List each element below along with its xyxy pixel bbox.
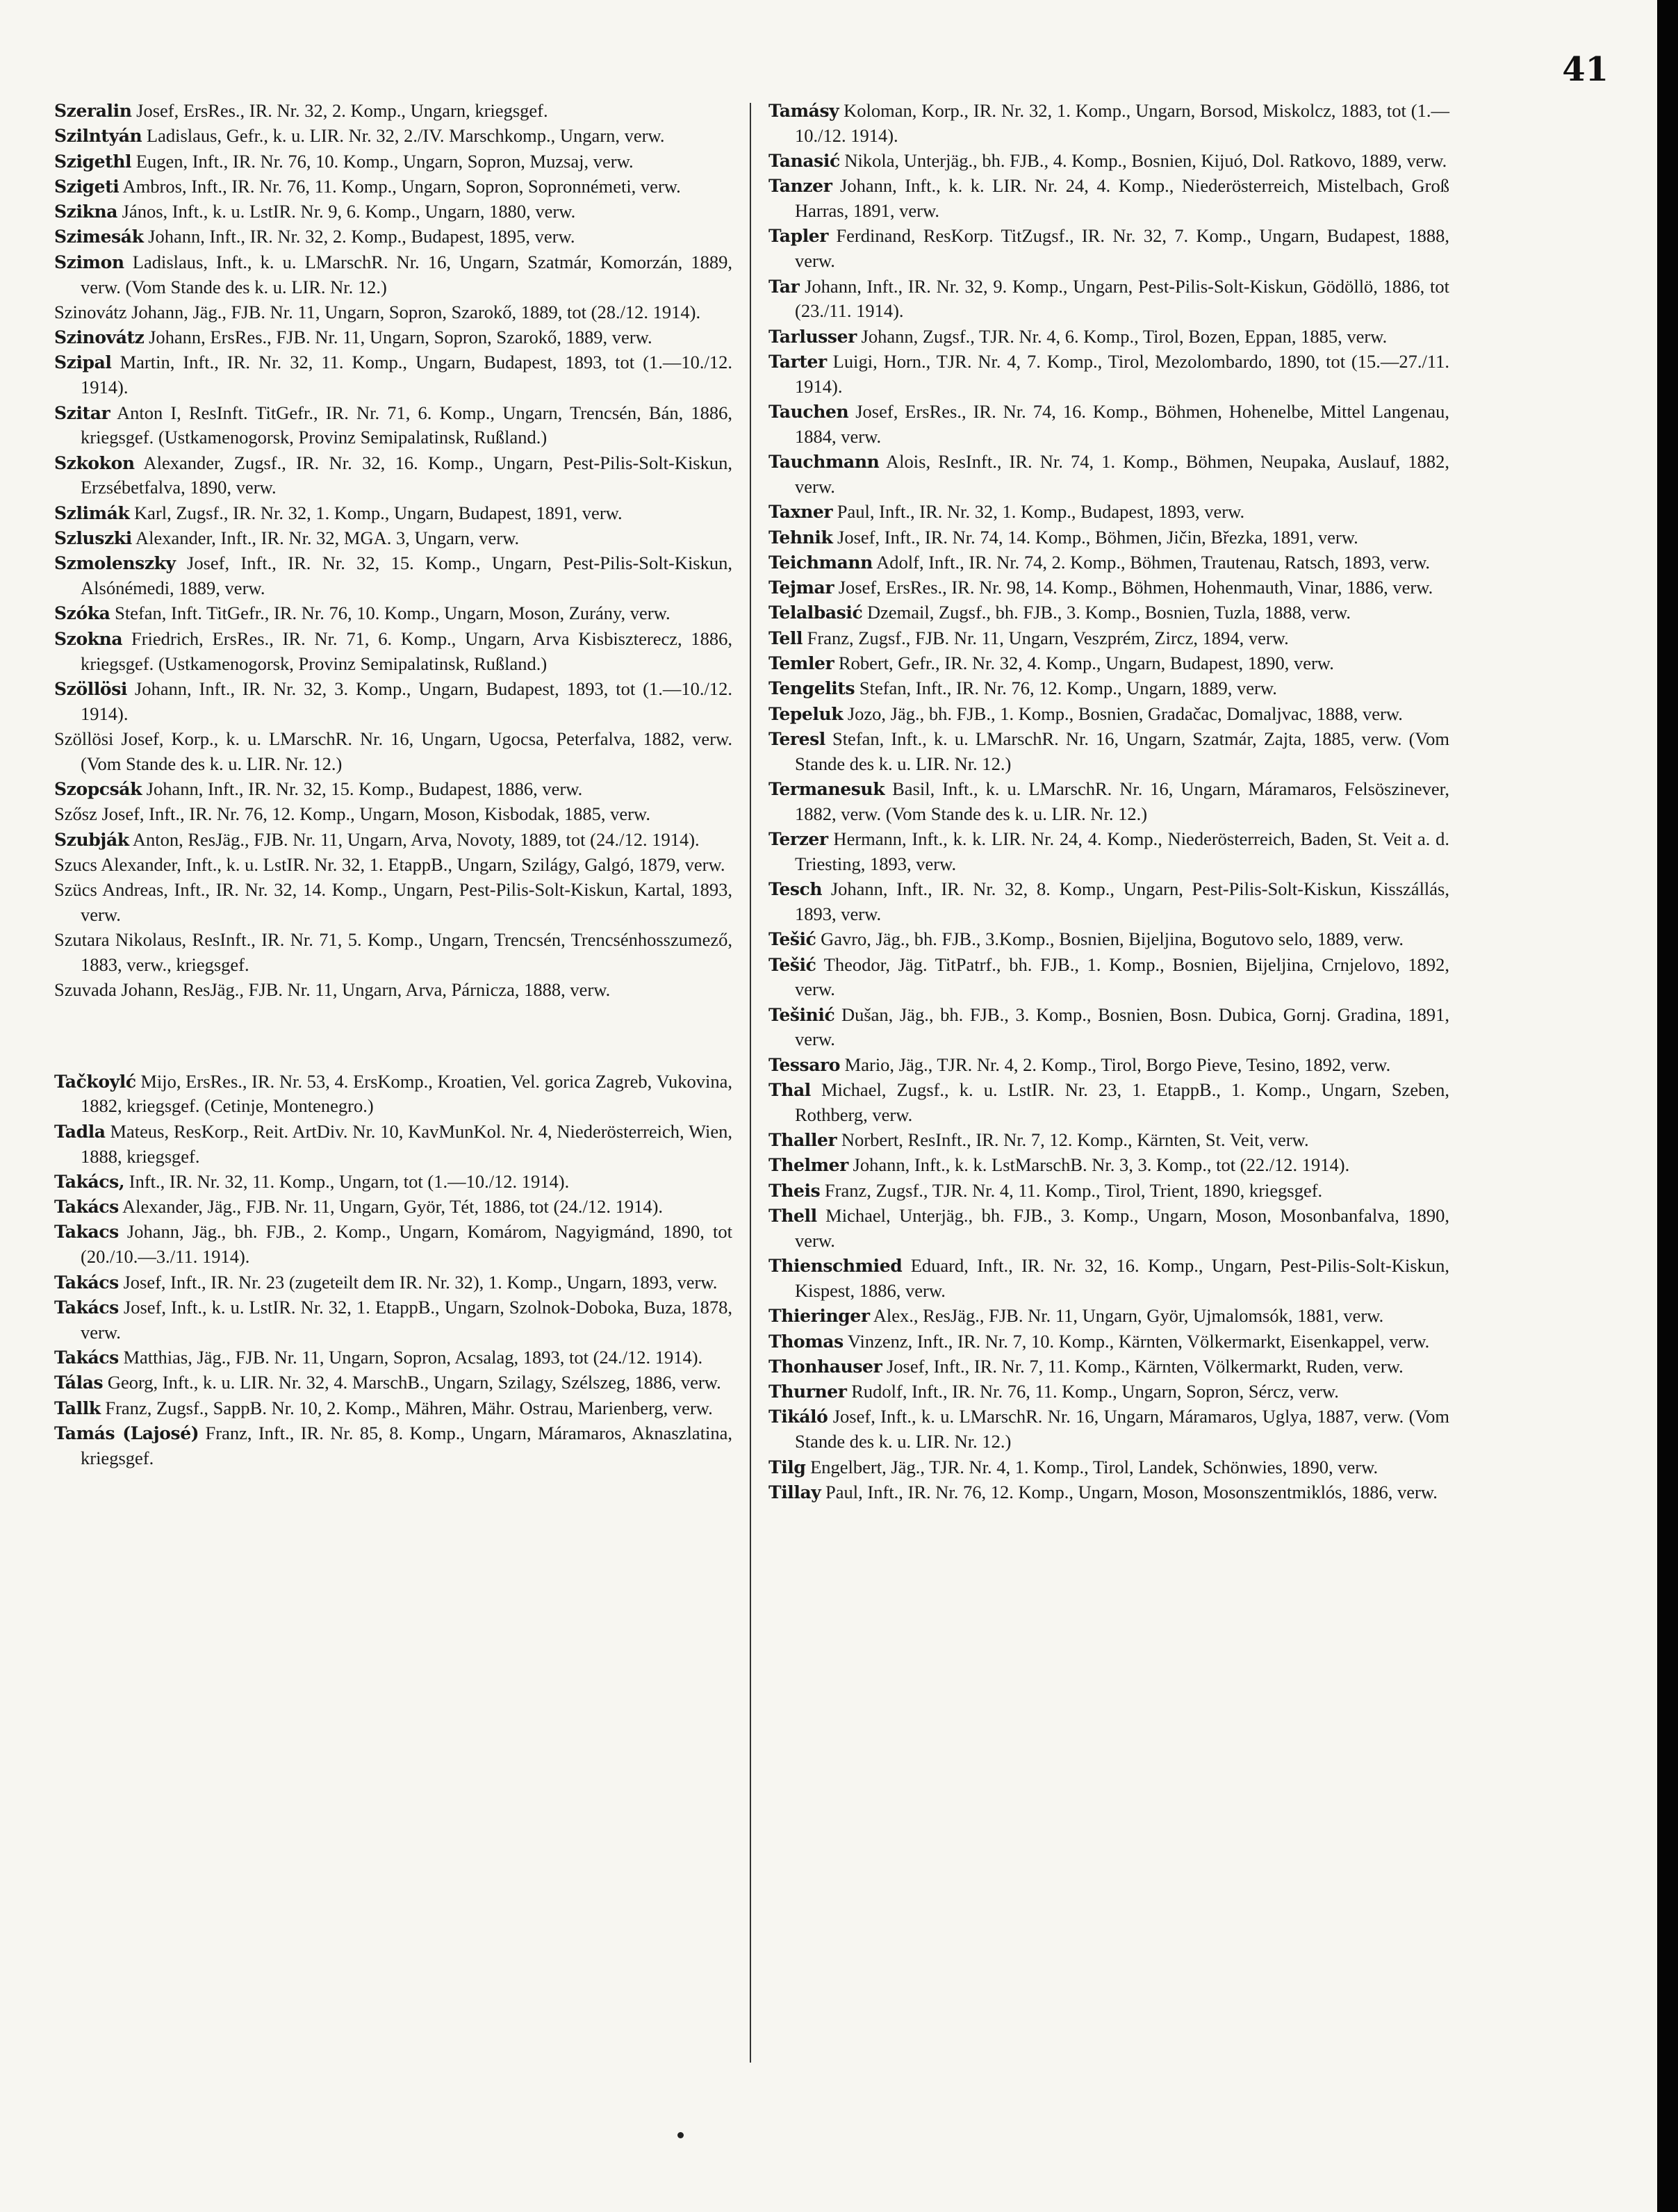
entry-text: Josef, ErsRes., IR. Nr. 74, 16. Komp., Böhmen, Hohenelbe, Mittel Langenau, 1884, verw. [795,401,1449,447]
list-entry [54,174,732,199]
entry-surname: Tešić [768,954,816,975]
entry-surname: Thaller [768,1130,837,1151]
right-column [768,99,1449,1505]
list-entry [768,1179,1449,1204]
list-entry [768,275,1449,325]
list-entry [768,1078,1449,1128]
entry-text: Stefan, Inft., k. u. LMarschR. Nr. 16, Ungarn, Szatmár, Zajta, 1885, verw. (Vom Stande des k. u. LIR. Nr. 12.) [795,728,1449,774]
list-entry [54,250,732,300]
page-edge [1657,0,1678,2212]
entry-text: Dušan, Jäg., bh. FJB., 3. Komp., Bosnien, Bosn. Dubica, Gornj. Gradina, 1891, verw. [795,1003,1449,1050]
entry-text: Josef, ErsRes., IR. Nr. 32, 2. Komp., Ungarn, kriegsgef. [131,100,548,121]
entry-surname: Tar [768,276,800,297]
entry-surname: Temler [768,653,834,674]
list-entry [768,1304,1449,1329]
entry-text: Inft., IR. Nr. 32, 11. Komp., Ungarn, tot (1.—10./12. 1914). [124,1170,570,1192]
list-entry [768,1404,1449,1455]
entry-surname: Szipal [54,352,112,373]
entry-text: Franz, Zugsf., FJB. Nr. 11, Ungarn, Veszprém, Zircz, 1894, verw. [803,627,1289,648]
entry-surname: Tálas [54,1373,104,1393]
entry-text: Szücs Andreas, Inft., IR. Nr. 32, 14. Komp., Ungarn, Pest-Pilis-Solt-Kiskun, Kartal, 1893, verw. [54,879,732,925]
left-column [54,99,732,1471]
entry-surname: Szikna [54,202,118,222]
entry-surname: Szigeti [54,176,120,197]
entry-surname: Tejmar [768,577,834,598]
entry-surname: Tamásy [768,101,839,121]
entry-surname: Takács [54,1197,119,1218]
list-entry [768,626,1449,651]
entry-text: Szutara Nikolaus, ResInft., IR. Nr. 71, 5. Komp., Ungarn, Trencsén, Trencsénhosszumező, 1883, verw., kriegsgef. [54,929,732,976]
entry-surname: Tačkoylć [54,1071,136,1092]
entry-text: Josef, Inft., IR. Nr. 7, 11. Komp., Kärnten, Völkermarkt, Ruden, verw. [882,1355,1404,1377]
list-entry [54,300,732,325]
entry-text: Friedrich, ErsRes., IR. Nr. 71, 6. Komp., Ungarn, Arva Kisbiszterecz, 1886, kriegsgef. (Ustkamenogorsk, Provinz Semipalatinsk, Rußland.) [81,628,732,674]
entry-text: Michael, Unterjäg., bh. FJB., 3. Komp., Ungarn, Moson, Mosonbanfalva, 1890, verw. [795,1205,1449,1251]
entry-surname: Tarlusser [768,326,857,347]
entry-surname: Theis [768,1180,821,1201]
entry-text: Josef, Inft., IR. Nr. 74, 14. Komp., Böhmen, Jičin, Březka, 1891, verw. [832,526,1358,548]
entry-surname: Tengelits [768,678,855,699]
entry-text: Karl, Zugsf., IR. Nr. 32, 1. Komp., Ungarn, Budapest, 1891, verw. [129,502,623,523]
list-entry [54,1345,732,1370]
list-entry [768,400,1449,450]
entry-surname: Tadla [54,1121,106,1142]
entry-surname: Tesch [768,879,823,900]
entry-surname: Terzer [768,829,828,850]
entry-surname: Szigethl [54,151,132,172]
entry-text: Alexander, Inft., IR. Nr. 32, MGA. 3, Ungarn, verw. [131,527,520,549]
entry-text: Franz, Zugsf., TJR. Nr. 4, 11. Komp., Tirol, Trient, 1890, kriegsgef. [820,1179,1323,1201]
list-entry [54,777,732,802]
list-entry [768,777,1449,827]
list-entry [54,928,732,978]
entry-surname: Tallk [54,1398,101,1418]
entry-text: Johann, Inft., IR. Nr. 32, 8. Komp., Ungarn, Pest-Pilis-Solt-Kiskun, Kisszállás, 1893, verw. [795,878,1449,924]
list-entry [54,677,732,727]
entry-text: Mateus, ResKorp., Reit. ArtDiv. Nr. 10, KavMunKol. Nr. 4, Niederösterreich, Wien, 1888, kriegsgef. [81,1120,732,1167]
entry-text: Jozo, Jäg., bh. FJB., 1. Komp., Bosnien, Gradačac, Domaljvac, 1888, verw. [843,703,1403,724]
entry-text: Johann, Inft., IR. Nr. 32, 9. Komp., Ungarn, Pest-Pilis-Solt-Kiskun, Gödöllö, 1886, tot (23./11. 1914). [795,275,1449,322]
entry-surname: Thieringer [768,1306,870,1327]
list-entry [54,451,732,501]
list-entry [768,1128,1449,1153]
entry-text: Alex., ResJäg., FJB. Nr. 11, Ungarn, Györ, Ujmalomsók, 1881, verw. [869,1305,1384,1327]
list-entry [54,828,732,853]
list-entry [768,953,1449,1003]
entry-surname: Thonhauser [768,1356,882,1377]
list-entry [768,651,1449,676]
entry-surname: Szimesák [54,227,144,247]
list-entry [54,802,732,827]
entry-surname: Thelmer [768,1155,848,1176]
list-entry [54,978,732,1003]
entry-text: Dzemail, Zugsf., bh. FJB., 3. Komp., Bosnien, Tuzla, 1888, verw. [862,602,1351,623]
entry-surname: Thal [768,1080,811,1101]
entry-text: Koloman, Korp., IR. Nr. 32, 1. Komp., Ungarn, Borsod, Miskolcz, 1883, tot (1.—10./12. 1914). [795,100,1449,146]
entry-text: Stefan, Inft. TitGefr., IR. Nr. 76, 10. Komp., Ungarn, Moson, Zurány, verw. [110,603,671,624]
entry-surname: Teresl [768,728,825,749]
entry-surname: Tanasić [768,151,840,172]
list-entry [768,1003,1449,1053]
entry-surname: Termanesuk [768,779,885,800]
entry-text: Johann, Inft., k. k. LIR. Nr. 24, 4. Komp., Niederösterreich, Mistelbach, Groß Harras, 1891, verw. [795,175,1449,222]
list-entry [54,1195,732,1220]
entry-text: Josef, Inft., k. u. LstIR. Nr. 32, 1. EtappB., Ungarn, Szolnok-Doboka, Buza, 1878, verw. [81,1296,732,1343]
entry-surname: Thomas [768,1331,844,1352]
entry-text: Ladislaus, Gefr., k. u. LIR. Nr. 32, 2./IV. Marschkomp., Ungarn, verw. [142,125,665,147]
list-entry [768,500,1449,525]
entry-text: Ambros, Inft., IR. Nr. 76, 11. Komp., Ungarn, Sopron, Sopronnémeti, verw. [119,175,681,197]
entry-text: Eugen, Inft., IR. Nr. 76, 10. Komp., Ungarn, Sopron, Muzsaj, verw. [131,150,634,172]
section-gap [54,1003,732,1070]
list-entry [768,702,1449,727]
entry-text: Szősz Josef, Inft., IR. Nr. 76, 12. Komp., Ungarn, Moson, Kisbodak, 1885, verw. [54,803,650,825]
list-entry [54,526,732,551]
list-entry [768,1480,1449,1505]
entry-text: Basil, Inft., k. u. LMarschR. Nr. 16, Ungarn, Máramaros, Felsöszinever, 1882, verw. (Vom Stande des k. u. LIR. Nr. 12.) [795,778,1449,824]
entry-surname: Szitar [54,402,110,423]
entry-surname: Tarter [768,351,827,372]
column-divider [750,103,751,2063]
list-entry [768,1053,1449,1078]
list-entry [54,1295,732,1345]
entry-surname: Takács [54,1347,119,1368]
entry-text: Gavro, Jäg., bh. FJB., 3.Komp., Bosnien, Bijeljina, Bogutovo selo, 1889, verw. [816,928,1404,950]
entry-surname: Szóka [54,603,110,624]
list-entry [54,1270,732,1295]
list-entry [768,149,1449,174]
entry-text: Johann, Inft., IR. Nr. 32, 2. Komp., Budapest, 1895, verw. [143,226,575,247]
entry-text: Rudolf, Inft., IR. Nr. 76, 11. Komp., Ungarn, Sopron, Sércz, verw. [846,1381,1339,1402]
list-entry [768,676,1449,701]
list-entry [768,1455,1449,1480]
entry-surname: Tamás (Lajosé) [54,1423,199,1443]
list-entry [54,1220,732,1270]
entry-surname: Tikáló [768,1407,828,1427]
entry-text: Josef, ErsRes., IR. Nr. 98, 14. Komp., Böhmen, Hohenmauth, Vinar, 1886, verw. [834,577,1433,598]
list-entry [768,1153,1449,1178]
entry-text: Ferdinand, ResKorp. TitZugsf., IR. Nr. 32, 7. Komp., Ungarn, Budapest, 1888, verw. [795,225,1449,272]
list-entry [54,1070,732,1120]
entry-surname: Szokna [54,628,123,649]
entry-text: Stefan, Inft., IR. Nr. 76, 12. Komp., Ungarn, 1889, verw. [855,678,1277,699]
list-entry [54,727,732,777]
entry-text: Alois, ResInft., IR. Nr. 74, 1. Komp., Böhmen, Neupaka, Auslauf, 1882, verw. [795,451,1449,497]
entry-surname: Szeralin [54,101,132,121]
entry-text: Johann, ErsRes., FJB. Nr. 11, Ungarn, Sopron, Szarokő, 1889, verw. [144,327,652,348]
ink-dot [677,2132,684,2138]
entry-surname: Szlimák [54,502,130,523]
list-entry [54,199,732,224]
entry-surname: Taxner [768,502,833,523]
entry-surname: Tapler [768,226,829,247]
entry-text: Mario, Jäg., TJR. Nr. 4, 2. Komp., Tirol, Borgo Pieve, Tesino, 1892, verw. [840,1054,1391,1075]
left-column-list-b [54,1070,732,1471]
entry-text: Josef, Inft., IR. Nr. 32, 15. Komp., Ungarn, Pest-Pilis-Solt-Kiskun, Alsónémedi, 1889, verw. [81,552,732,599]
list-entry [768,224,1449,274]
entry-surname: Tessaro [768,1054,841,1075]
entry-surname: Szinovátz [54,327,145,348]
entry-text: Szinovátz Johann, Jäg., FJB. Nr. 11, Ungarn, Sopron, Szarokő, 1889, tot (28./12. 1914). [54,301,701,322]
entry-text: Paul, Inft., IR. Nr. 76, 12. Komp., Ungarn, Moson, Mosonszentmiklós, 1886, verw. [821,1481,1438,1502]
entry-surname: Takács [54,1297,119,1318]
entry-surname: Tauchen [768,402,849,423]
entry-text: Josef, Inft., IR. Nr. 23 (zugeteilt dem IR. Nr. 32), 1. Komp., Ungarn, 1893, verw. [118,1271,718,1293]
entry-surname: Szmolenszky [54,553,176,574]
entry-text: Johann, Inft., k. k. LstMarschB. Nr. 3, 3. Komp., tot (22./12. 1914). [848,1154,1350,1176]
entry-text: Alexander, Jäg., FJB. Nr. 11, Ungarn, Györ, Tét, 1886, tot (24./12. 1914). [118,1196,664,1218]
entry-text: Theodor, Jäg. TitPatrf., bh. FJB., 1. Komp., Bosnien, Bijeljina, Crnjelovo, 1892, verw. [795,953,1449,1000]
entry-surname: Thell [768,1206,817,1227]
list-entry [768,575,1449,600]
entry-text: Robert, Gefr., IR. Nr. 32, 4. Komp., Ungarn, Budapest, 1890, verw. [834,653,1334,674]
entry-text: Vinzenz, Inft., IR. Nr. 7, 10. Komp., Kärnten, Völkermarkt, Eisenkappel, verw. [843,1330,1430,1352]
list-entry [54,601,732,626]
entry-surname: Szilntyán [54,126,142,147]
entry-text: Ladislaus, Inft., k. u. LMarschR. Nr. 16, Ungarn, Szatmár, Komorzán, 1889, verw. (Vom Stande des k. u. LIR. Nr. 12.) [81,251,732,297]
entry-text: Johann, Jäg., bh. FJB., 2. Komp., Ungarn, Komárom, Nagyigmánd, 1890, tot (20./10.—3./11. 1914). [81,1221,732,1268]
entry-surname: Takacs [54,1222,119,1243]
list-entry [768,1329,1449,1354]
entry-surname: Szimon [54,252,124,272]
entry-surname: Szkokon [54,452,135,473]
entry-text: Martin, Inft., IR. Nr. 32, 11. Komp., Ungarn, Budapest, 1893, tot (1.—10./12. 1914). [81,352,732,398]
entry-text: Alexander, Zugsf., IR. Nr. 32, 16. Komp., Ungarn, Pest-Pilis-Solt-Kiskun, Erzsébetfalva, 1890, verw. [81,452,732,498]
entry-surname: Tauchmann [768,452,880,473]
entry-text: Luigi, Horn., TJR. Nr. 4, 7. Komp., Tirol, Mezolombardo, 1890, tot (15.—27./11. 1914). [795,350,1449,397]
list-entry [54,1421,732,1471]
list-entry [54,627,732,677]
right-column-list [768,99,1449,1505]
entry-surname: Thienschmied [768,1256,903,1277]
list-entry [54,878,732,928]
entry-surname: Tehnik [768,527,833,548]
entry-surname: Tešinić [768,1004,835,1025]
entry-surname: Teichmann [768,552,873,573]
entry-surname: Tilg [768,1457,806,1477]
entry-text: Franz, Inft., IR. Nr. 85, 8. Komp., Ungarn, Máramaros, Aknaszlatina, kriegsgef. [81,1422,732,1468]
list-entry [768,99,1449,149]
entry-text: Matthias, Jäg., FJB. Nr. 11, Ungarn, Sopron, Acsalag, 1893, tot (24./12. 1914). [118,1346,703,1368]
list-entry [768,1354,1449,1379]
entry-text: Johann, Inft., IR. Nr. 32, 15. Komp., Budapest, 1886, verw. [142,778,583,800]
entry-surname: Tell [768,628,803,648]
entry-surname: Takács, [54,1171,125,1192]
entry-surname: Telalbasić [768,603,863,623]
list-entry [768,1379,1449,1404]
entry-text: Georg, Inft., k. u. LIR. Nr. 32, 4. MarschB., Ungarn, Szilagy, Szélszeg, 1886, verw. [103,1372,721,1393]
list-entry [54,501,732,526]
list-entry [54,1170,732,1195]
list-entry [768,927,1449,952]
list-entry [768,525,1449,550]
entry-text: Norbert, ResInft., IR. Nr. 7, 12. Komp., Kärnten, St. Veit, verw. [837,1129,1309,1151]
list-entry [768,727,1449,777]
entry-text: Eduard, Inft., IR. Nr. 32, 16. Komp., Ungarn, Pest-Pilis-Solt-Kiskun, Kispest, 1886, verw. [795,1255,1449,1301]
entry-text: Michael, Zugsf., k. u. LstIR. Nr. 23, 1. EtappB., 1. Komp., Ungarn, Szeben, Rothberg, verw. [795,1079,1449,1125]
list-entry [768,600,1449,625]
list-entry [54,401,732,451]
list-entry [768,827,1449,877]
entry-surname: Szubják [54,829,129,850]
list-entry [54,853,732,878]
list-entry [54,224,732,249]
entry-text: János, Inft., k. u. LstIR. Nr. 9, 6. Komp., Ungarn, 1880, verw. [117,201,576,222]
list-entry [768,550,1449,575]
left-column-list-a [54,99,732,1003]
entry-surname: Szöllösi [54,678,127,699]
page-number: 41 [1562,50,1609,89]
entry-text: Szöllösi Josef, Korp., k. u. LMarschR. Nr. 16, Ungarn, Ugocsa, Peterfalva, 1882, verw. (Vom Stande des k. u. LIR. Nr. 12.) [54,728,732,774]
list-entry [54,99,732,124]
list-entry [54,149,732,174]
entry-text: Johann, Zugsf., TJR. Nr. 4, 6. Komp., Tirol, Bozen, Eppan, 1885, verw. [856,325,1388,347]
list-entry [54,325,732,350]
entry-surname: Takács [54,1272,119,1293]
entry-surname: Tillay [768,1482,821,1502]
list-entry [768,450,1449,500]
entry-text: Szuvada Johann, ResJäg., FJB. Nr. 11, Ungarn, Arva, Párnicza, 1888, verw. [54,979,611,1001]
entry-text: Adolf, Inft., IR. Nr. 74, 2. Komp., Böhmen, Trautenau, Ratsch, 1893, verw. [872,551,1431,573]
list-entry [768,1204,1449,1254]
list-entry [768,1254,1449,1304]
list-entry [768,350,1449,400]
entry-text: Nikola, Unterjäg., bh. FJB., 4. Komp., Bosnien, Kijuó, Dol. Ratkovo, 1889, verw. [839,150,1447,172]
list-entry [768,877,1449,927]
entry-surname: Tepeluk [768,703,844,724]
entry-text: Szucs Alexander, Inft., k. u. LstIR. Nr. 32, 1. EtappB., Ungarn, Szilágy, Galgó, 1879, verw. [54,853,725,875]
list-entry [768,325,1449,350]
list-entry [54,551,732,601]
entry-text: Franz, Zugsf., SappB. Nr. 10, 2. Komp., Mähren, Mähr. Ostrau, Marienberg, verw. [100,1397,713,1418]
list-entry [54,350,732,400]
list-entry [54,1120,732,1170]
entry-text: Engelbert, Jäg., TJR. Nr. 4, 1. Komp., Tirol, Landek, Schönwies, 1890, verw. [805,1456,1379,1477]
entry-text: Anton I, ResInft. TitGefr., IR. Nr. 71, 6. Komp., Ungarn, Trencsén, Bán, 1886, kriegsgef. (Ustkamenogorsk, Provinz Semipalatinsk, Rußland.) [81,402,732,448]
entry-text: Paul, Inft., IR. Nr. 32, 1. Komp., Budapest, 1893, verw. [832,501,1245,523]
entry-text: Johann, Inft., IR. Nr. 32, 3. Komp., Ungarn, Budapest, 1893, tot (1.—10./12. 1914). [81,678,732,724]
list-entry [768,174,1449,224]
list-entry [54,1396,732,1421]
list-entry [54,1370,732,1395]
entry-text: Anton, ResJäg., FJB. Nr. 11, Ungarn, Arva, Novoty, 1889, tot (24./12. 1914). [129,828,700,850]
entry-text: Mijo, ErsRes., IR. Nr. 53, 4. ErsKomp., Kroatien, Vel. gorica Zagreb, Vukovina, 1882, kriegsgef. (Cetinje, Montenegro.) [81,1070,732,1117]
entry-surname: Szopcsák [54,779,142,800]
entry-surname: Tešić [768,929,816,950]
entry-surname: Szluszki [54,528,132,549]
entry-surname: Thurner [768,1382,847,1402]
entry-text: Josef, Inft., k. u. LMarschR. Nr. 16, Ungarn, Máramaros, Uglya, 1887, verw. (Vom Stande des k. u. LIR. Nr. 12.) [795,1406,1449,1452]
entry-surname: Tanzer [768,176,832,197]
entry-text: Hermann, Inft., k. k. LIR. Nr. 24, 4. Komp., Niederösterreich, Baden, St. Veit a. d. Triesting, 1893, verw. [795,828,1449,874]
list-entry [54,124,732,149]
